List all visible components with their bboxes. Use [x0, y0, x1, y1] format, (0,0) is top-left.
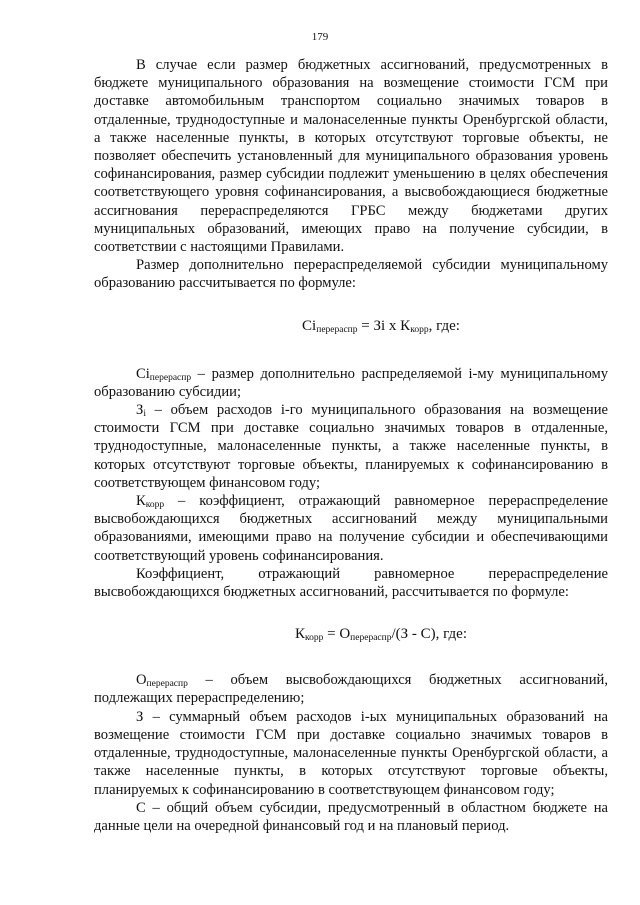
definition-symbol-subscript: корр	[145, 500, 165, 511]
definition-text: – объем высвобождающихся бюджетных ассигнований, подлежащих перераспределению;	[94, 672, 608, 707]
formula1-middle: = Зi x К	[357, 317, 411, 334]
formula2-rhs-subscript: перераспр	[350, 633, 392, 644]
formula1-tail: , где:	[428, 317, 460, 334]
page-number: 179	[311, 31, 329, 43]
paragraph-budget-insufficient: В случае если размер бюджетных ассигнований, предусмотренных в бюджете муниципального образования на возмещение стоимости ГСМ при доставке автомобильным транспортом социально значимых товаров в отдаленные, труднодоступные и малонаселенные пункты Оренбургской области, а также населенные пункты, в которых отсутствуют торговые объекты, не позволяет обеспечить установленный для муниципального образования уровень софинансирования, размер субсидии подлежит уменьшению в целях обеспечения соответствующего уровня софинансирования, а высвобождающиеся бюджетные ассигнования перераспределяются ГРБС между бюджетами других муниципальных образований, имеющих право на получение субсидии, в соответствии с настоящими Правилами.	[94, 57, 608, 256]
formula2-tail: /(З - С), где:	[391, 626, 468, 643]
definition-text: – коэффициент, отражающий равномерное перераспределение высвобождающихся бюджетных ассигнований между муниципальными образованиями, имеющими право на получение субсидии и обеспечивающими соответствующий уровень софинансирования.	[94, 493, 608, 564]
definition-symbol: З	[136, 402, 144, 419]
definition-c-total: С – общий объем субсидии, предусмотренный в областном бюджете на данные цели на очередной финансовый год и на плановый период.	[94, 799, 608, 834]
definition-symbol-subscript: перераспр	[149, 372, 192, 383]
definition-symbol: К	[136, 493, 146, 510]
definition-symbol: Сi	[136, 365, 150, 382]
formula-coefficient	[94, 625, 608, 643]
formula1-lhs: Сi	[302, 317, 317, 334]
definition-zi	[94, 401, 608, 492]
definition-symbol: О	[136, 672, 147, 689]
paragraph-additional-subsidy-intro: Размер дополнительно перераспределяемой субсидии муниципальному образованию рассчитывается по формуле:	[94, 257, 608, 292]
definition-kkorr	[94, 492, 608, 565]
formula-additional-subsidy	[94, 317, 608, 335]
formula1-lhs-subscript: перераспр	[316, 324, 358, 335]
paragraph-coefficient-intro: Коэффициент, отражающий равномерное перераспределение высвобождающихся бюджетных ассигнований, рассчитывается по формуле:	[94, 565, 608, 601]
definition-text: – размер дополнительно распределяемой i-му муниципальному образованию субсидии;	[94, 365, 608, 400]
formula1-rhs-subscript: корр	[410, 324, 429, 335]
formula2-middle: = О	[323, 626, 351, 643]
definition-z-total: З – суммарный объем расходов i-ых муниципальных образований на возмещение стоимости ГСМ при доставке социально значимых товаров в отдаленные, труднодоступные, малонаселенные пункты Оренбургской области, а также населенные пункты, в которых отсутствуют торговые объекты, планируемых к софинансированию в соответствующем финансовом году;	[94, 708, 608, 798]
definition-operераспр	[94, 671, 608, 707]
definition-text: – объем расходов i-го муниципального образования на возмещение стоимости ГСМ при доставке социально значимых товаров в отдаленные, труднодоступные, малонаселенные пункты, а также населенные пункты, в которых отсутствуют торговые объекты, планируемых к софинансированию в соответствующем финансовом году;	[94, 402, 608, 491]
definition-ci-perераспр	[94, 365, 608, 401]
formula2-lhs: К	[294, 626, 305, 643]
document-body	[94, 56, 608, 835]
formula2-lhs-subscript: корр	[304, 633, 324, 644]
definition-symbol-subscript: перераспр	[146, 679, 188, 690]
definition-symbol-subscript: i	[143, 409, 146, 420]
